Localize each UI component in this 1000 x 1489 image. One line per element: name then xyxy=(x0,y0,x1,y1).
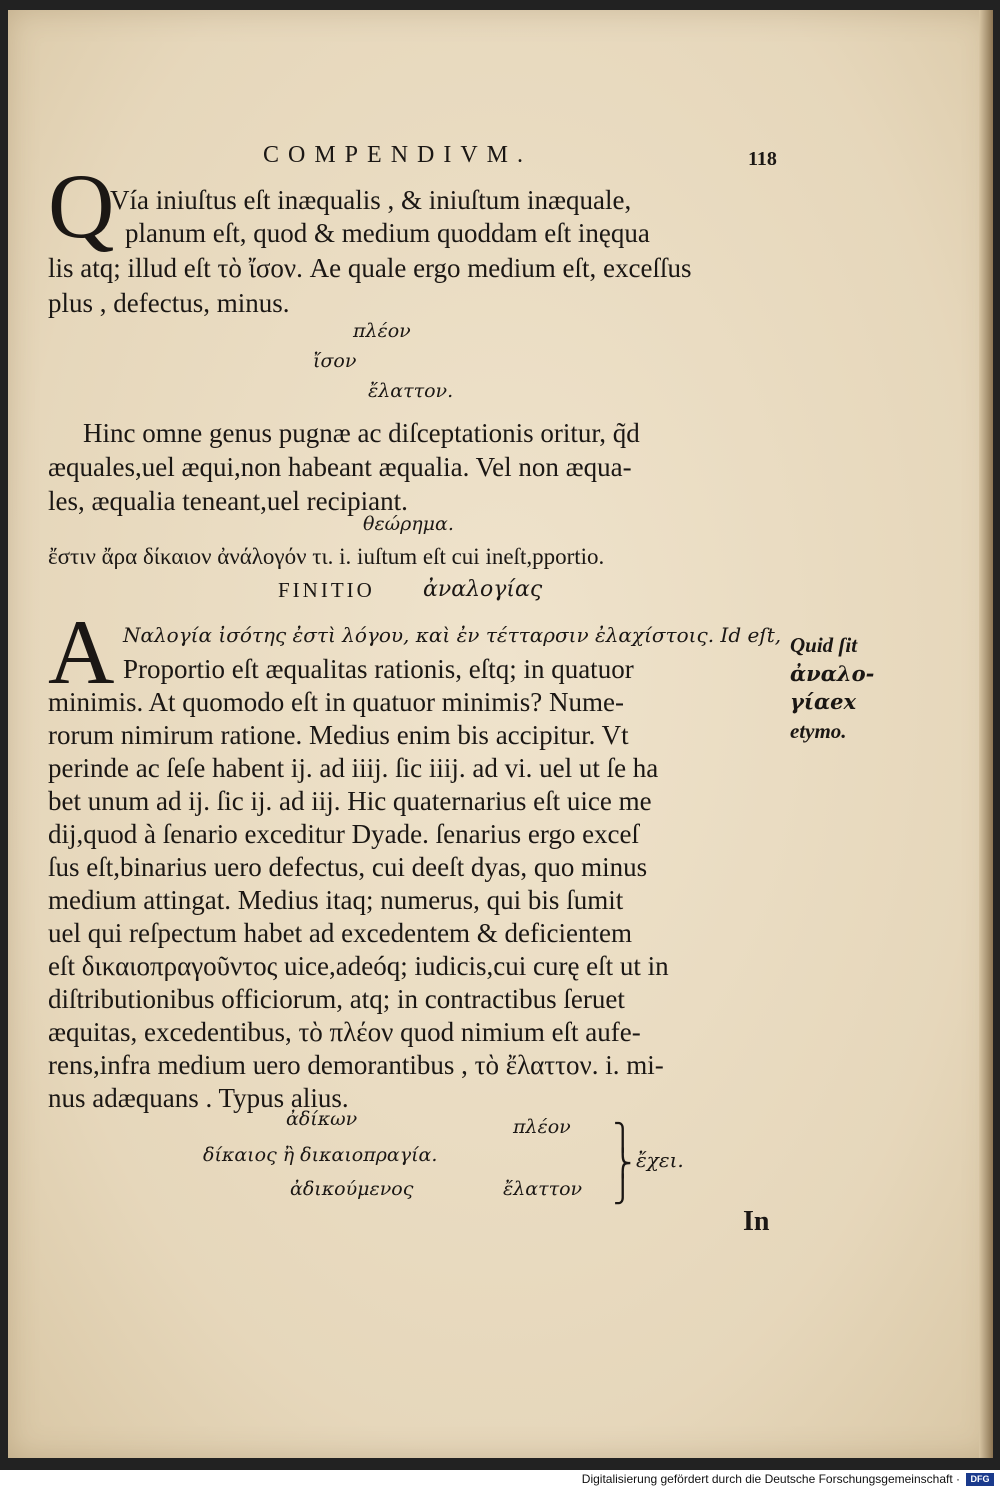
text-line: Vía iniuſtus eſt inæqualis , & iniuſtum inæquale, xyxy=(110,185,632,215)
figure2-brace-label: ἔχει. xyxy=(636,1148,684,1172)
text-line: Proportio eſt æqualitas rationis, eſtq; in quatuor xyxy=(123,654,634,684)
text-line: minimis. At quomodo eſt in quatuor minimis? Nume- xyxy=(48,687,624,717)
digitization-footer xyxy=(0,1470,1000,1489)
text-line: les, æqualia teneant,uel recipiant. xyxy=(48,486,408,516)
page-spine-shadow xyxy=(979,10,993,1458)
margin-note-line: etymo. xyxy=(790,719,847,743)
page-number: 118 xyxy=(748,148,777,170)
text-line: plus , defectus, minus. xyxy=(48,288,290,318)
text-line: æquitas, excedentibus, τὸ πλέον quod nimium eſt aufe- xyxy=(48,1017,641,1047)
margin-note-line: γίαex xyxy=(790,689,857,714)
text-line: uel qui reſpectum habet ad excedentem & deficientem xyxy=(48,918,632,948)
figure2-right-top: πλέον xyxy=(513,1116,571,1138)
figure2-left-bottom: ἀδικούμενος xyxy=(290,1178,414,1200)
footer-credit: Digitalisierung gefördert durch die Deutsche Forschungsgemeinschaft · xyxy=(581,1472,960,1486)
figure1-top: πλέον xyxy=(353,320,411,342)
text-line: Hinc omne genus pugnæ ac diſceptationis oritur, q̃d xyxy=(83,418,640,448)
brace-icon: ⎫ ⎬ ⎭ xyxy=(613,1123,633,1204)
margin-note-line: ἀναλο- xyxy=(790,661,875,686)
text-line: dij,quod à ſenario exceditur Dyade. ſenarius ergo exceſ xyxy=(48,819,640,849)
text-line: medium attingat. Medius itaq; numerus, qui bis ſumit xyxy=(48,885,624,915)
figure2-left-middle: δίκαιος ἢ δικαιοπραγία. xyxy=(203,1144,438,1166)
book-page xyxy=(8,10,993,1458)
catchword: In xyxy=(743,1206,770,1237)
theorem-label: θεώρημα. xyxy=(363,513,454,535)
text-line: nus adæquans . Typus alius. xyxy=(48,1083,349,1113)
running-title: COMPENDIVM. xyxy=(263,142,533,168)
definition-label: FINITIO xyxy=(278,578,375,602)
text-line: rorum nimirum ratione. Medius enim bis accipitur. Vt xyxy=(48,720,629,750)
text-line: diſtributionibus officiorum, atq; in contractibus ſeruet xyxy=(48,984,625,1014)
margin-note-line: Quid ſit xyxy=(790,633,858,657)
figure2-right-bottom: ἔλαττον xyxy=(503,1178,583,1200)
figure1-bottom: ἔλαττον. xyxy=(368,380,454,402)
text-line: bet unum ad ij. ſic ij. ad iij. Hic quaternarius eſt uice me xyxy=(48,786,652,816)
figure1-middle: ἴσον xyxy=(313,350,357,372)
text-line: planum eſt, quod & medium quoddam eſt inęqua xyxy=(125,218,650,248)
figure2-left-top: ἀδίκων xyxy=(286,1108,358,1130)
drop-cap-q: Q xyxy=(48,155,115,257)
drop-cap-a: A xyxy=(48,601,115,703)
theorem-text: ἔστιν ἄρα δίκαιον ἀνάλογόν τι. i. iuſtum eſt cui ineſt,pportio. xyxy=(48,544,605,569)
dfg-logo-icon: DFG xyxy=(966,1473,994,1486)
text-line: æquales,uel æqui,non habeant æqualia. Vel non æqua- xyxy=(48,452,632,482)
text-line: ſus eſt,binarius uero defectus, cui deeſt dyas, quo minus xyxy=(48,852,648,882)
text-line: Ναλογία ἰσότης ἐστὶ λόγου, καὶ ἐν τέτταρσιν ἐλαχίστοις. Id eſt, xyxy=(123,623,782,647)
text-line: eſt δικαιοπραγοῦντος uice,adeóq; iudicis,cui curę eſt ut in xyxy=(48,951,669,981)
text-line: rens,infra medium uero demorantibus , τὸ ἔλαττον. i. mi- xyxy=(48,1050,664,1080)
definition-greek: ἀναλογίας xyxy=(423,577,543,602)
text-line: lis atq; illud eſt τὸ ἴσον. Ae quale ergo medium eſt, exceſſus xyxy=(48,253,692,283)
text-line: perinde ac ſeſe habent ij. ad iiij. ſic iiij. ad vi. uel ut ſe ha xyxy=(48,753,659,783)
